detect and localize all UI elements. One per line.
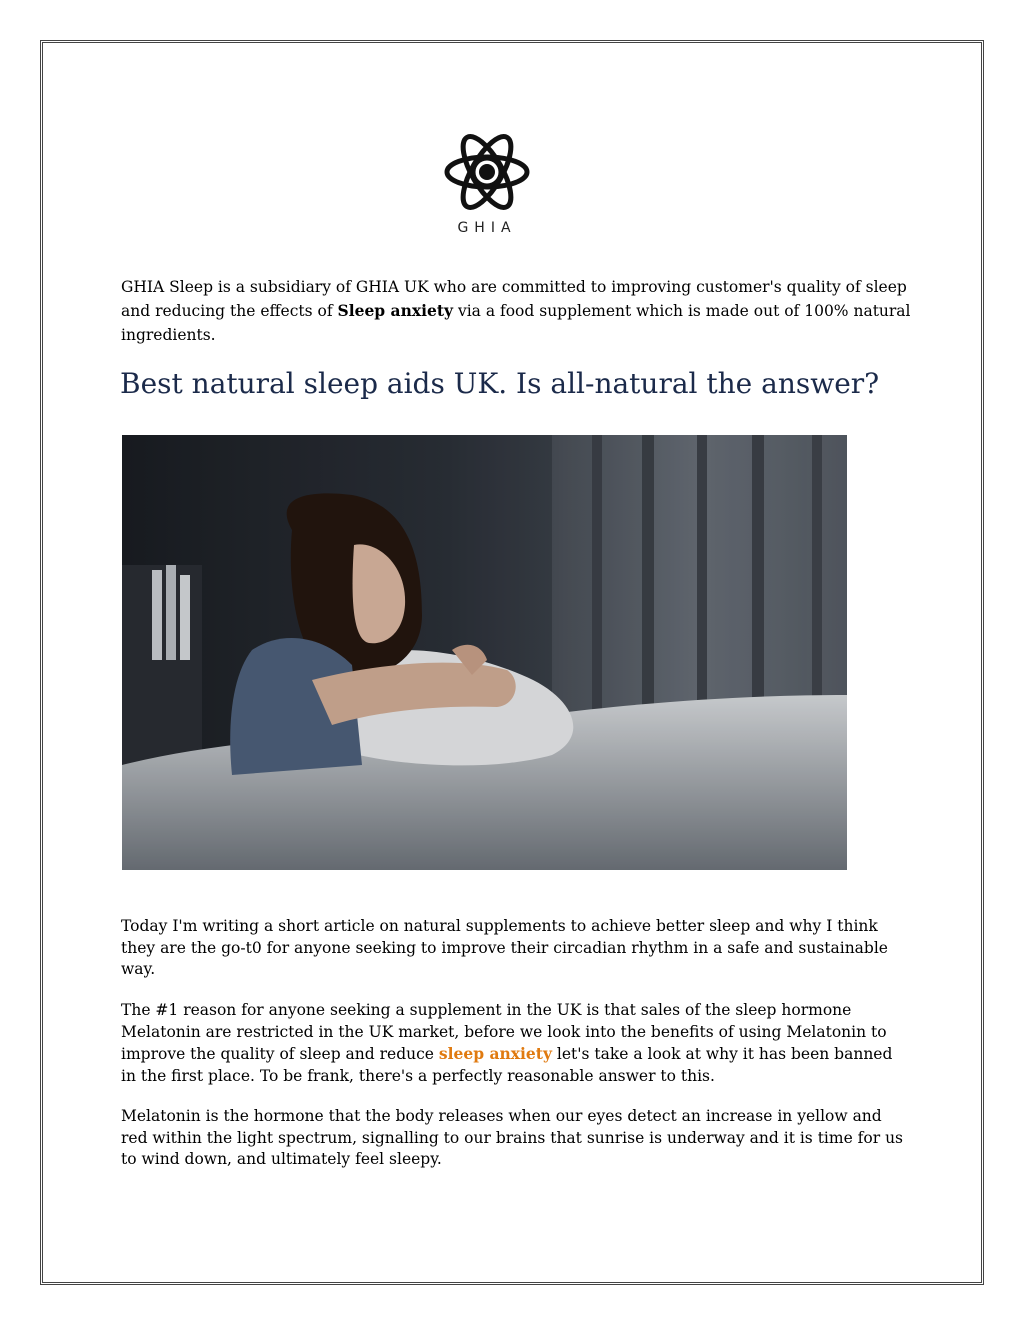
paragraph-2-end: let's take a look at why it has been banned in the first place. To be frank, there's a perfectly reasonable answer to this. (121, 1045, 893, 1085)
article-headline: Best natural sleep aids UK. Is all-natural the answer? (120, 367, 880, 400)
woman-in-bed-photo (122, 435, 847, 870)
paragraph-3: Melatonin is the hormone that the body releases when our eyes detect an increase in yellow and red within the light spectrum, signalling to our brains that sunrise is underway and it is time for us to wind down, and ultimately feel sleepy. (121, 1107, 904, 1168)
paragraph-2 (121, 1000, 911, 1087)
ghia-logo (443, 128, 531, 240)
logo-wordmark: GHIA (457, 220, 517, 236)
intro-paragraph (121, 275, 911, 347)
atom-icon (443, 128, 531, 216)
intro-text-start: GHIA Sleep is a subsidiary of GHIA UK who are committed to improving customer's quality of sleep and reducing the effects of (121, 278, 907, 320)
intro-bold-keyword: Sleep anxiety (337, 301, 454, 320)
intro-text-end: via a food supplement which is made out of 100% natural ingredients. (121, 302, 911, 344)
paragraph-2-start: The #1 reason for anyone seeking a supplement in the UK is that sales of the sleep hormone Melatonin are restricted in the UK market, before we look into the benefits of using Melatonin to improve the quality of sleep and reduce (121, 1001, 887, 1063)
sleep-anxiety-link[interactable]: sleep anxiety (438, 1044, 552, 1063)
paragraph-1: Today I'm writing a short article on natural supplements to achieve better sleep and why I think they are the go-t0 for anyone seeking to improve their circadian rhythm in a safe and sustainable way. (121, 917, 888, 978)
